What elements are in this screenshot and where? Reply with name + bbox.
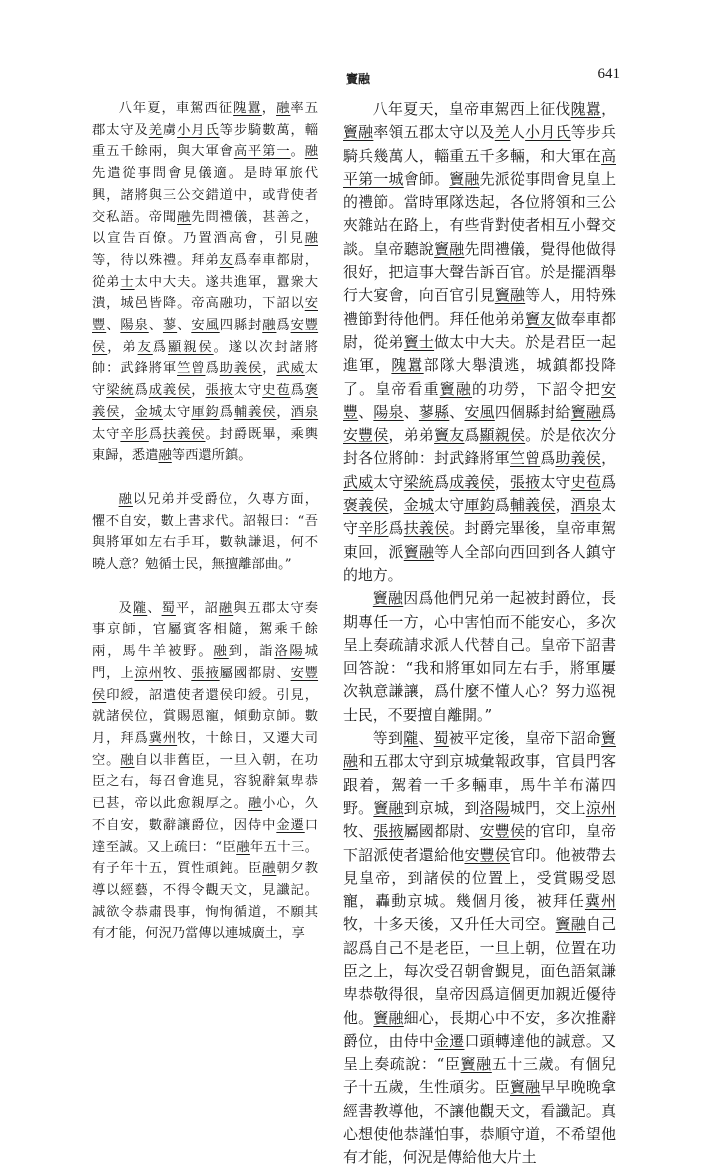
text-run: ，	[276, 404, 291, 420]
proper-noun: 竇融	[555, 915, 586, 934]
proper-noun: 融	[213, 644, 229, 660]
text-run: 到京城，到	[403, 798, 480, 817]
proper-noun: 隗囂	[570, 100, 602, 118]
proper-noun: 蜀	[161, 600, 176, 616]
proper-noun: 顯親侯	[479, 426, 526, 445]
proper-noun: 士	[120, 274, 135, 290]
text-run: 官印。他被帶去見皇帝，到諸侯的位置上，受賞賜受恩寵，轟動京城。幾個月後，被拜任	[343, 845, 616, 911]
text-run: 印綬，詔遣使者還侯印綬。引見，就諸侯位，賞賜恩寵，傾動京師。數月，拜爲	[92, 687, 319, 746]
text-run: 、	[403, 402, 419, 421]
text-run: 先問禮儀，甚善之，以宣告百僚。乃置酒高會，引見	[92, 209, 319, 247]
text-run: 爲	[148, 426, 163, 442]
proper-noun: 張掖	[205, 383, 234, 399]
proper-noun: 厙鈞	[191, 404, 220, 420]
proper-noun: 安風	[191, 318, 220, 334]
proper-noun: 融	[158, 448, 172, 464]
text-run: 、	[449, 402, 465, 421]
proper-noun: 小月氏	[525, 123, 571, 142]
proper-noun: 冀州	[148, 730, 178, 746]
proper-noun: 安豐侯	[92, 318, 319, 355]
proper-noun: 隗囂	[391, 356, 424, 375]
text-run: 、	[148, 318, 163, 334]
right-paragraph-1	[343, 98, 616, 587]
proper-noun: 融	[120, 752, 135, 768]
proper-noun: 融	[304, 144, 319, 160]
proper-noun: 顯親侯	[168, 339, 214, 355]
text-run: ，	[494, 472, 510, 491]
proper-noun: 隗囂	[233, 101, 262, 116]
text-run: 太守	[373, 472, 404, 491]
proper-noun: 安豐	[343, 379, 616, 421]
proper-noun: 助義侯	[219, 361, 263, 377]
proper-noun: 輔義侯	[233, 404, 277, 420]
text-run: 爲	[219, 404, 234, 420]
proper-noun: 梁統	[403, 472, 435, 491]
text-run: 城門，上	[92, 644, 319, 681]
proper-noun: 融	[304, 231, 318, 247]
text-run: 爲	[494, 496, 510, 515]
right-paragraph-2	[343, 587, 616, 727]
proper-noun: 第一城	[358, 169, 404, 188]
proper-noun: 融	[236, 839, 250, 855]
text-run: 太守	[434, 496, 465, 515]
proper-noun: 竇融	[372, 589, 404, 608]
proper-noun: 輔義侯	[509, 496, 556, 515]
left-paragraph-1	[92, 98, 318, 467]
proper-noun: 蜀	[433, 729, 449, 748]
proper-noun: 武威	[343, 472, 374, 491]
text-run: 太守	[92, 361, 319, 399]
text-run: 做奉車都尉，從弟	[343, 309, 616, 351]
proper-noun: 竇融	[434, 239, 465, 258]
proper-noun: 竇融	[570, 402, 602, 421]
text-run: ，	[555, 496, 571, 515]
text-run: 牧、	[162, 665, 192, 681]
text-run: 五十三歲。有個兒子十五歲，生性頑劣。臣	[343, 1055, 616, 1097]
text-run: 。於是依次分封各位將帥：封武鋒將軍	[343, 426, 616, 468]
left-column-original-text	[92, 98, 318, 945]
text-run: 爲	[290, 383, 305, 399]
text-run: 及	[118, 600, 133, 616]
proper-noun: 武威	[276, 361, 305, 377]
proper-noun: 小月氏	[177, 122, 220, 138]
text-run: ，	[120, 404, 135, 420]
proper-noun: 竇融	[449, 169, 480, 188]
running-title: 竇融	[345, 72, 370, 86]
text-run: 等人全部向西回到各人鎮守的地方。	[343, 542, 616, 584]
proper-noun: 安豐	[92, 296, 318, 334]
text-run: 牧，十多天後，又升任大司空。	[343, 915, 556, 934]
proper-noun: 竇融	[373, 1008, 404, 1027]
text-run: ，	[261, 101, 277, 116]
proper-noun: 竇融	[343, 729, 616, 771]
text-run: 、	[106, 318, 121, 334]
text-run: 口達至誠。又上疏曰：“臣	[92, 817, 319, 855]
proper-noun: 助義侯	[555, 449, 602, 468]
proper-noun: 融	[262, 861, 277, 877]
proper-noun: 羌	[148, 122, 163, 138]
text-run: 屬國都尉、	[403, 822, 480, 841]
text-run: 小心，久不自安，數辭讓爵位，因侍中	[92, 796, 319, 833]
text-run: 細心，長期心中不安，多次推辭爵位，由侍中	[343, 1008, 616, 1050]
proper-noun: 第一	[262, 144, 291, 160]
proper-noun: 辛肜	[120, 426, 149, 442]
proper-noun: 隴	[403, 729, 419, 748]
proper-noun: 陽泉	[373, 402, 404, 421]
text-run: 以兄弟并受爵位，久專方面，懼不自安，數上書求代。詔報曰：“吾與將軍如左右手耳，數執謙退，何不曉人意？勉循士民，無擅離部曲。”	[92, 491, 319, 573]
proper-noun: 涼州	[134, 665, 163, 681]
proper-noun: 竇融	[439, 379, 473, 398]
text-run: 年五十三。有子年十五，質性頑鈍。臣	[92, 839, 318, 877]
proper-noun: 竇融	[343, 123, 374, 142]
text-run: 城門，交上	[509, 798, 586, 817]
text-run: 人	[509, 123, 526, 142]
text-run: 等西還所鎮。	[171, 448, 252, 464]
proper-noun: 成義侯	[148, 383, 192, 399]
proper-noun: 酒泉	[570, 496, 602, 515]
proper-noun: 扶義侯	[162, 426, 206, 442]
proper-noun: 竇融	[460, 1055, 492, 1074]
text-run: 牧，十餘日，又遷大司空。	[92, 730, 319, 768]
text-run: 、	[358, 402, 374, 421]
proper-noun: 高平	[233, 144, 263, 160]
text-run: 先派從事問會見皇上的禮節。當時軍隊迭起，各位將領和三公夾雜站在路上，有些背對使者相互小聲交談。皇帝聽說	[343, 169, 616, 258]
proper-noun: 涼州	[585, 798, 616, 817]
text-run: 太守	[343, 496, 616, 538]
proper-noun: 安豐侯	[464, 845, 510, 864]
proper-noun: 羌	[494, 123, 510, 142]
proper-noun: 蓼	[162, 318, 178, 334]
proper-noun: 竇友	[525, 309, 556, 328]
proper-noun: 竺曾	[177, 361, 206, 377]
text-run: 四個縣封給	[494, 402, 571, 421]
text-run: 爲	[205, 361, 220, 377]
proper-noun: 安風	[464, 402, 495, 421]
proper-noun: 成義侯	[449, 472, 495, 491]
text-run: 因爲他們兄弟一起被封爵位，長期專任一方，心中害怕而不能安心，多次呈上奏疏請求派人代替自己。皇帝下詔書回答說：“我和將軍如同左右手，將軍屢次執意謙讓，爲什麼不懂人心？努力巡視士民，不要擅自離開。”	[343, 589, 616, 724]
proper-noun: 張掖	[509, 472, 541, 491]
proper-noun: 洛陽	[479, 798, 510, 817]
text-run: 爲奉車都尉，從弟	[92, 252, 319, 290]
left-paragraph-2	[92, 489, 318, 576]
text-run: 平，詔	[175, 600, 219, 616]
proper-noun: 竺曾	[509, 449, 541, 468]
text-run: 到，詣	[228, 644, 275, 660]
text-run: 屬國都尉、	[219, 665, 291, 681]
proper-noun: 扶義侯	[403, 519, 450, 538]
text-run: 四縣封	[219, 318, 263, 334]
proper-noun: 安豐侯	[92, 665, 319, 703]
text-run: 爲	[601, 472, 616, 491]
text-run: 早早晚晚拿經書教導他，不讓他觀天文，看讖記。真心想使他恭謹怕事，恭順守道，不希望他有才能，何況是傳給他大片土	[343, 1078, 616, 1167]
proper-noun: 隴	[132, 600, 148, 616]
text-run: 。封爵完畢後，皇帝車駕東回，派	[343, 519, 616, 561]
text-run: 太守	[162, 404, 192, 420]
text-run: 口頭轉達他的誠意。又呈上奏疏說：“臣	[343, 1031, 616, 1074]
proper-noun: 金遷	[276, 817, 305, 833]
text-run: 爲	[134, 383, 149, 399]
text-run: 牧、	[343, 822, 374, 841]
text-run: 先問禮儀，覺得他做得很好，把這事大聲告訴百官。於是擺酒舉行大宴會，向百官引見	[343, 239, 616, 305]
text-run: 。遂以次封諸將帥：武鋒將軍	[92, 339, 319, 377]
text-run: ，	[262, 361, 277, 377]
text-run: ，弟	[107, 339, 138, 355]
text-run: 太守	[233, 383, 263, 399]
page-number: 641	[597, 66, 620, 82]
text-run: 等人，用特殊禮節對待他們。拜任他弟弟	[343, 286, 616, 328]
text-run: 爲	[276, 318, 291, 334]
text-run: 爲	[540, 449, 556, 468]
text-run: 等步騎數萬，輜重五千餘兩，與大軍會	[92, 122, 319, 160]
text-run: 爲	[152, 339, 168, 355]
proper-noun: 張掖	[373, 822, 404, 841]
text-run: 虜	[162, 122, 178, 138]
text-run: 自己認爲自己不是老臣，一旦上朝，位置在功臣之上，每次受召朝會覲見，面色語氣謙卑恭敬得很，皇帝因爲這個更加親近優待他。	[343, 915, 616, 1027]
proper-noun: 褒義侯	[343, 496, 389, 515]
proper-noun: 融	[276, 101, 291, 116]
text-run: 自以非舊臣，一旦入朝，在功臣之右，每召會進見，容貌辭氣卑恭已甚，帝以此愈親厚之。	[92, 752, 319, 812]
text-run: 等到	[372, 729, 404, 748]
text-run: 和五郡太守到京城彙報政事，官員門客跟着，駕着一千多輛車，馬牛羊布滿四野。	[343, 752, 616, 817]
text-run: 先遣從事問會見儀適。是時軍旅代興，諸將與三公交錯道中，或背使者交私語。帝聞	[92, 166, 318, 225]
proper-noun: 安豐侯	[343, 426, 389, 445]
proper-noun: 蓼縣	[418, 402, 450, 421]
proper-noun: 友	[219, 252, 234, 268]
proper-noun: 竇融	[403, 542, 435, 561]
text-run: 率五郡太守及	[92, 101, 319, 138]
text-run: 爲	[434, 472, 450, 491]
proper-noun: 冀州	[584, 892, 616, 911]
proper-noun: 融	[177, 209, 192, 225]
proper-noun: 張掖	[191, 665, 220, 681]
text-run: 爲	[464, 426, 480, 445]
proper-noun: 洛陽	[274, 644, 305, 660]
left-paragraph-3	[92, 598, 318, 945]
text-run: ，弟弟	[388, 426, 435, 445]
proper-noun: 竇融	[373, 798, 404, 817]
proper-noun: 融	[118, 491, 133, 507]
text-run: 八年夏，車駕西征	[118, 101, 234, 116]
proper-noun: 融	[262, 318, 277, 334]
text-run: 太中大夫。遂共進軍，囂衆大潰，城邑皆降。帝高融功，下詔以	[92, 274, 319, 312]
text-run: 會師。	[403, 169, 450, 188]
text-run: 、	[147, 600, 162, 616]
proper-noun: 陽泉	[120, 318, 149, 334]
proper-noun: 梁統	[106, 383, 135, 399]
right-column-translation	[343, 98, 616, 1170]
proper-noun: 金城	[403, 496, 435, 515]
proper-noun: 竇融	[494, 286, 526, 305]
right-paragraph-3	[343, 727, 616, 1170]
text-run: ，	[191, 383, 206, 399]
text-run: 的官印，皇帝下詔派使者還給他	[343, 822, 616, 864]
text-run: 做太中大夫。於是君臣一起進軍，	[343, 332, 616, 375]
proper-noun: 史苞	[262, 383, 291, 399]
proper-noun: 史苞	[570, 472, 602, 491]
proper-noun: 褒義侯	[92, 383, 319, 420]
proper-noun: 竇融	[509, 1078, 541, 1097]
text-run: 太守	[540, 472, 571, 491]
proper-noun: 高平	[343, 146, 616, 188]
text-run: 、	[418, 729, 434, 748]
proper-noun: 竇友	[434, 426, 465, 445]
text-run: ，	[601, 100, 616, 118]
text-run: 爲	[388, 519, 404, 538]
proper-noun: 厙鈞	[464, 496, 495, 515]
proper-noun: 友	[137, 339, 153, 355]
proper-noun: 安豐侯	[479, 822, 526, 841]
text-run: 八年夏天，皇帝車駕西上征伐	[372, 100, 571, 118]
text-run: 朝夕教導以經藝，不得令觀天文，見讖記。誠欲令恭肅畏事，恂恂循道，不願其有才能，何況乃當傳以連城廣土，享	[92, 861, 319, 942]
text-run: 。封爵既畢，乘輿東歸，悉遣	[92, 426, 319, 464]
text-run: 等步兵騎兵幾萬人，輜重五千多輛，和大軍在	[343, 123, 616, 165]
text-run: 率領五郡太守以及	[373, 123, 495, 142]
text-run: 被平定後，皇帝下詔命	[448, 729, 602, 748]
text-run: 的功勞，下詔令把	[472, 379, 602, 398]
proper-noun: 竇士	[403, 332, 435, 351]
proper-noun: 金遷	[434, 1031, 465, 1050]
text-run: ，	[388, 496, 404, 515]
proper-noun: 融	[247, 796, 263, 812]
text-run: 等，待以殊禮。拜弟	[92, 252, 220, 268]
text-run: 與五郡太守奏事京師，官屬賓客相隨，駕乘千餘兩，馬牛羊被野。	[92, 600, 319, 660]
proper-noun: 辛肜	[358, 519, 389, 538]
text-run: 爲	[601, 402, 616, 421]
proper-noun: 融	[218, 600, 234, 616]
proper-noun: 酒泉	[290, 404, 319, 420]
text-run: 、	[177, 318, 192, 334]
text-run: 太守	[92, 426, 121, 442]
text-run: 。	[290, 144, 305, 160]
proper-noun: 金城	[134, 404, 163, 420]
text-run: 部隊大舉潰逃，城鎮都投降了。皇帝看重	[343, 356, 616, 398]
text-run: ，	[601, 449, 616, 468]
